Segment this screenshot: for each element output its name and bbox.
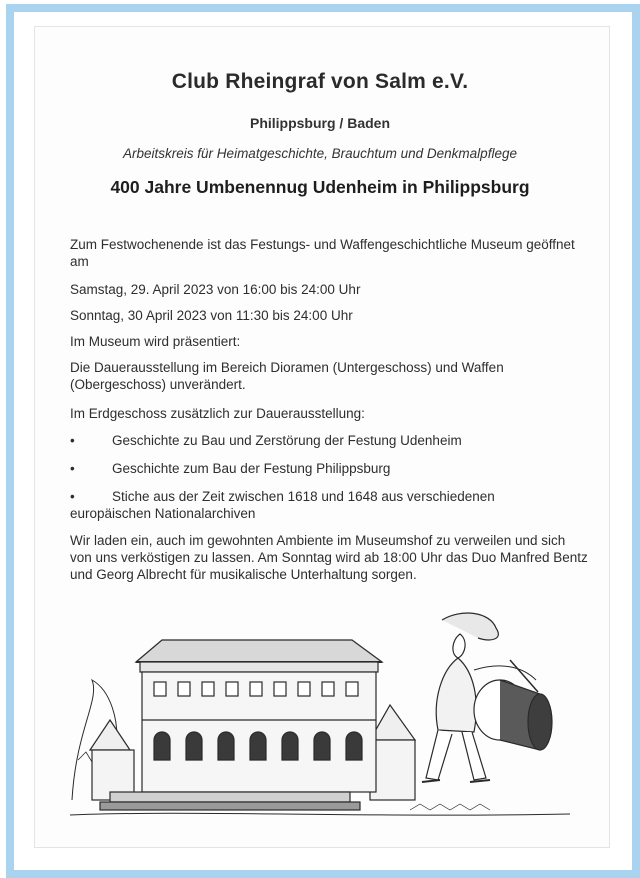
list-item-text: Stiche aus der Zeit zwischen 1618 und 1648 aus verschiedenen europäischen Nationalarchiven (70, 489, 495, 521)
club-city: Philippsburg / Baden (249, 115, 390, 131)
additional-exhibition-heading: Im Erdgeschoss zusätzlich zur Dauerausstellung: (70, 406, 365, 421)
museum-drummer-illustration (70, 610, 570, 835)
list-item-text: Geschichte zu Bau und Zerstörung der Festung Udenheim (112, 433, 462, 448)
invitation-text: Wir laden ein, auch im gewohnten Ambiente im Museumshof zu verweilen und sich von uns verköstigen zu lassen. Am Sonntag wird ab 18:00 Uhr das Duo Manfred Bentz und Georg Albrecht für musikalische Unterhaltung sorgen. (70, 533, 588, 582)
date-sunday: Sonntag, 30 April 2023 von 11:30 bis 24:00 Uhr (70, 308, 353, 323)
intro-text: Zum Festwochenende ist das Festungs- und Waffengeschichtliche Museum geöffnet am (70, 237, 575, 269)
date-saturday: Samstag, 29. April 2023 von 16:00 bis 24:00 Uhr (70, 282, 361, 297)
permanent-exhibition-text: Die Dauerausstellung im Bereich Dioramen (Untergeschoss) und Waffen (Obergeschoss) unverändert. (70, 360, 504, 392)
list-item-text: Geschichte zum Bau der Festung Philippsburg (112, 461, 391, 476)
presented-heading: Im Museum wird präsentiert: (70, 334, 241, 349)
club-subtitle: Arbeitskreis für Heimatgeschichte, Brauchtum und Denkmalpflege (123, 146, 517, 161)
club-name: Club Rheingraf von Salm e.V. (171, 70, 469, 93)
bullet-icon: • (70, 461, 75, 476)
bullet-icon: • (70, 489, 75, 504)
bullet-icon: • (70, 433, 75, 448)
event-headline: 400 Jahre Umbenennug Udenheim in Philippsburg (110, 177, 530, 197)
